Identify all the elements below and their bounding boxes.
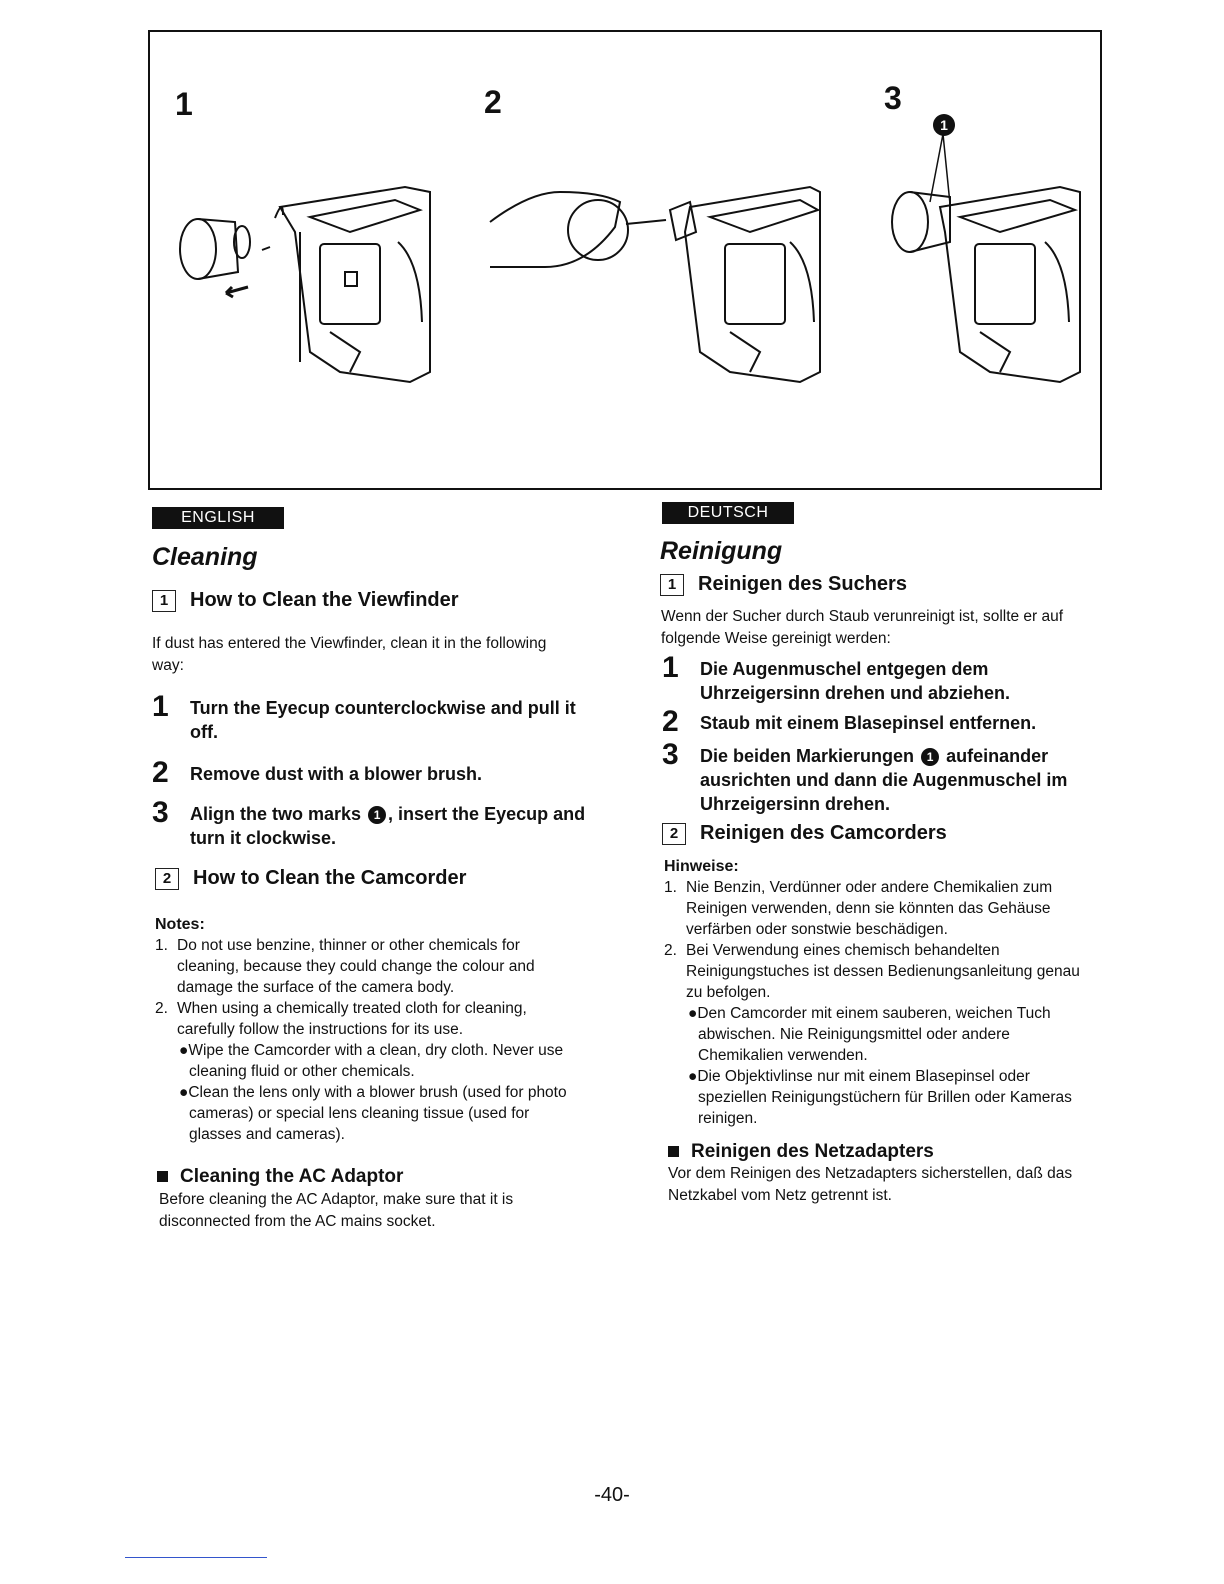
- note-item: 2. When using a chemically treated cloth for cleaning, carefully follow the instructions for its use.: [155, 1000, 527, 1038]
- step-number: 1: [662, 651, 679, 684]
- note-item: 2. Bei Verwendung eines chemisch behandelten Reinigungstuches ist dessen Bedienungsanleitung genau zu befolgen.: [664, 942, 1080, 1001]
- english-step-1: [152, 692, 592, 744]
- step-text: Align the two marks 1 , insert the Eyecup and turn it clockwise.: [190, 804, 586, 848]
- bullet-item: ●Den Camcorder mit einem sauberen, weichen Tuch abwischen. Nie Reinigungsmittel oder andere Chemikalien verwenden.: [688, 1005, 1051, 1064]
- deutsch-notes-heading: Hinweise:: [664, 858, 739, 875]
- english-section2-heading: [155, 867, 466, 890]
- page-number: -40-: [594, 1484, 630, 1506]
- language-label-english: ENGLISH: [152, 507, 284, 529]
- bullet-item: ●Clean the lens only with a blower brush (used for photo cameras) or special lens cleaning tissue (used for glasses and cameras).: [179, 1084, 567, 1143]
- hand-blower-icon: [490, 192, 666, 267]
- bullet-item: ●Wipe the Camcorder with a clean, dry cloth. Never use cleaning fluid or other chemicals.: [179, 1042, 564, 1080]
- divider: [125, 1557, 267, 1558]
- deutsch-step-1: [662, 653, 1102, 705]
- eyecup-1-icon: [180, 207, 283, 279]
- marker-icon: 1: [933, 114, 955, 136]
- deutsch-intro: Wenn der Sucher durch Staub verunreinigt ist, sollte er auf folgende Weise gereinigt werden:: [661, 608, 1064, 647]
- deutsch-step-2: [662, 707, 1102, 737]
- step-number: 2: [152, 756, 169, 789]
- section-number-box: 2: [662, 823, 686, 845]
- heading-text: How to Clean the Camcorder: [193, 867, 467, 889]
- square-bullet-icon: [668, 1146, 679, 1157]
- deutsch-title: Reinigung: [660, 537, 783, 565]
- figure-label-2: 2: [484, 84, 502, 120]
- english-ac-text: Before cleaning the AC Adaptor, make sure that it is disconnected from the AC mains socket.: [159, 1191, 514, 1230]
- camera-body-1-icon: [280, 187, 430, 382]
- step-number: 3: [152, 796, 169, 829]
- english-ac-heading: Cleaning the AC Adaptor: [157, 1166, 403, 1188]
- step-number: 3: [662, 738, 679, 771]
- section-number-box: 1: [152, 590, 176, 612]
- step-text: Die Augenmuschel entgegen dem Uhrzeigersinn drehen und abziehen.: [700, 659, 1011, 703]
- english-step-3: [152, 798, 592, 850]
- note-item: 1. Nie Benzin, Verdünner oder andere Chemikalien zum Reinigen verwenden, denn sie könnten das Gehäuse verfärben oder sonstwie beschädigen.: [664, 879, 1053, 938]
- section-number-box: 2: [155, 868, 179, 890]
- english-notes-list: [155, 935, 585, 1145]
- english-section1-heading: [152, 589, 459, 612]
- step-text: Die beiden Markierungen 1 aufeinander ausrichten und dann die Augenmuschel im Uhrzeigersinn drehen.: [700, 746, 1068, 814]
- camera-body-2-icon: [670, 187, 820, 382]
- heading-text: Reinigen des Suchers: [698, 573, 907, 595]
- figure-label-3: 3: [884, 80, 902, 116]
- heading-text: How to Clean the Viewfinder: [190, 589, 459, 611]
- section-number-box: 1: [660, 574, 684, 596]
- english-title: Cleaning: [152, 543, 258, 571]
- deutsch-section2-heading: [662, 822, 947, 845]
- english-intro: If dust has entered the Viewfinder, clean it in the following way:: [152, 635, 547, 674]
- deutsch-step-3: [662, 740, 1102, 816]
- bullet-item: ●Die Objektivlinse nur mit einem Blasepinsel oder speziellen Reinigungstüchern für Brillen oder Kameras reinigen.: [688, 1068, 1072, 1127]
- deutsch-section1-heading: [660, 573, 907, 596]
- camera-body-3-icon: [892, 134, 1080, 382]
- figure-label-1: 1: [175, 86, 193, 122]
- language-label-deutsch: DEUTSCH: [662, 502, 794, 524]
- deutsch-ac-text: Vor dem Reinigen des Netzadapters sicherstellen, daß das Netzkabel vom Netz getrennt ist.: [668, 1165, 1073, 1204]
- deutsch-ac-heading: Reinigen des Netzadapters: [668, 1141, 934, 1163]
- step-text: Staub mit einem Blasepinsel entfernen.: [700, 713, 1037, 733]
- english-step-2: [152, 758, 592, 788]
- step-text: Remove dust with a blower brush.: [190, 764, 483, 784]
- square-bullet-icon: [157, 1171, 168, 1182]
- camcorder-illustrations: [150, 32, 1100, 488]
- english-notes-heading: Notes:: [155, 916, 205, 933]
- step-number: 1: [152, 690, 169, 723]
- deutsch-notes-list: [664, 877, 1094, 1129]
- note-item: 1. Do not use benzine, thinner or other chemicals for cleaning, because they could change the colour and damage the surface of the camera body.: [155, 937, 535, 996]
- step-number: 2: [662, 705, 679, 738]
- step-text: Turn the Eyecup counterclockwise and pull it off.: [190, 698, 576, 742]
- heading-text: Reinigen des Camcorders: [700, 822, 947, 844]
- marker-icon: 1: [368, 806, 386, 824]
- marker-icon: 1: [921, 748, 939, 766]
